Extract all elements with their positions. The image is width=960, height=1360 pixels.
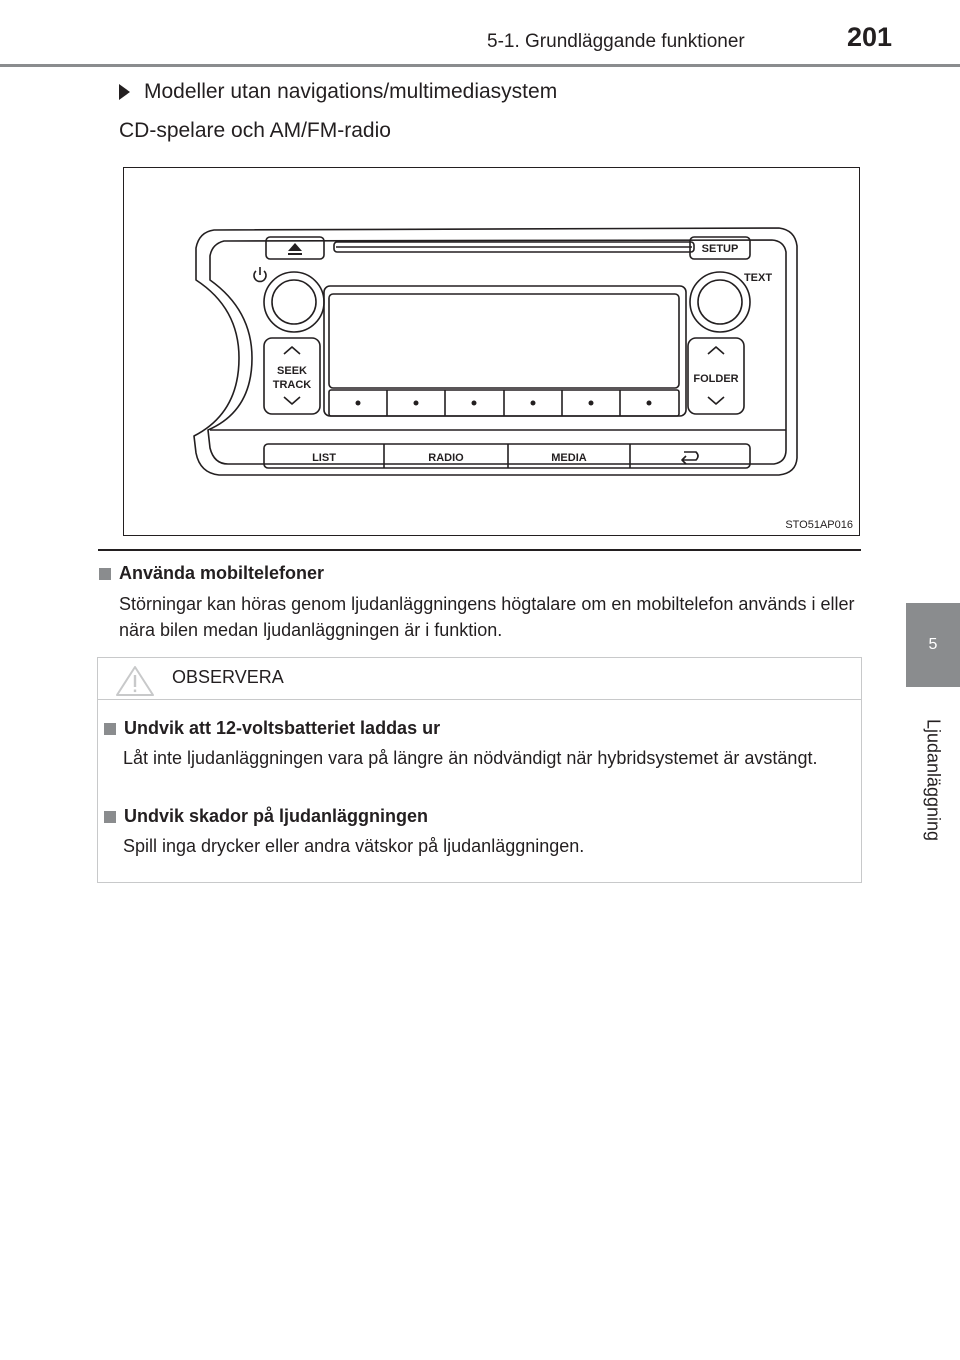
model-bullet-text: Modeller utan navigations/multimediasystem [144,80,558,103]
header-divider [0,64,960,67]
notice-title: OBSERVERA [172,667,284,687]
notice-item-body: Låt inte ljudanläggningen vara på längre än nödvändigt när hybridsystemet är avstängt. [123,748,818,768]
power-icon [254,267,266,281]
folder-label: FOLDER [693,373,739,385]
track-label: TRACK [272,379,312,391]
display-screen [329,294,679,388]
chapter-tab[interactable] [906,603,960,687]
section-divider [98,549,861,551]
notice-item-title-text: Undvik att 12-voltsbatteriet laddas ur [124,718,441,738]
folder-up-icon [708,347,724,354]
eject-icon [288,243,302,251]
section-body: Störningar kan höras genom ljudanläggningens högtalare om en mobiltelefon används i eller nära bilen medan ljudanläggningen är i funktion. [119,594,855,640]
square-bullet-icon [104,811,116,823]
unit-outer-outline [194,228,797,475]
model-bullet [119,80,557,104]
setup-label: SETUP [701,243,739,255]
media-label: MEDIA [551,452,587,464]
notice-header [98,658,861,700]
square-bullet-icon [104,723,116,735]
warning-triangle-icon [115,665,155,697]
figure-code: STO51AP016 [785,519,853,531]
section-heading [99,563,324,584]
list-label: LIST [312,452,336,464]
figure-subtitle: CD-spelare och AM/FM-radio [119,119,391,142]
notice-item-title-text: Undvik skador på ljudanläggningen [124,806,429,826]
back-icon [682,452,698,464]
notice-item-title [104,806,428,827]
notice-box [97,657,862,883]
chapter-title: Ljudanläggning [923,718,944,842]
chapter-number: 5 [928,636,938,653]
power-volume-knob [264,272,324,332]
notice-item-title [104,718,440,739]
audio-unit-illustration [124,168,861,537]
section-title: Använda mobiltelefoner [119,563,325,583]
radio-figure [123,167,860,536]
square-bullet-icon [99,568,111,580]
notice-item-body: Spill inga drycker eller andra vätskor på ljudanläggningen. [123,836,585,856]
radio-label: RADIO [428,452,464,464]
preset-dot-1 [356,401,361,406]
seek-label: SEEK [277,365,307,377]
tune-scroll-knob [690,272,750,332]
triangle-bullet-icon [119,84,130,100]
folder-down-icon [708,397,724,404]
preset-dot-6 [647,401,652,406]
preset-dot-4 [531,401,536,406]
preset-dot-3 [472,401,477,406]
chapter-side-label [903,700,960,860]
preset-dot-2 [414,401,419,406]
seek-up-icon [284,347,300,354]
page-number: 201 [847,22,893,52]
preset-dot-5 [589,401,594,406]
text-label: TEXT [743,272,773,284]
header-section-title: 5-1. Grundläggande funktioner [487,31,745,52]
seek-down-icon [284,397,300,404]
